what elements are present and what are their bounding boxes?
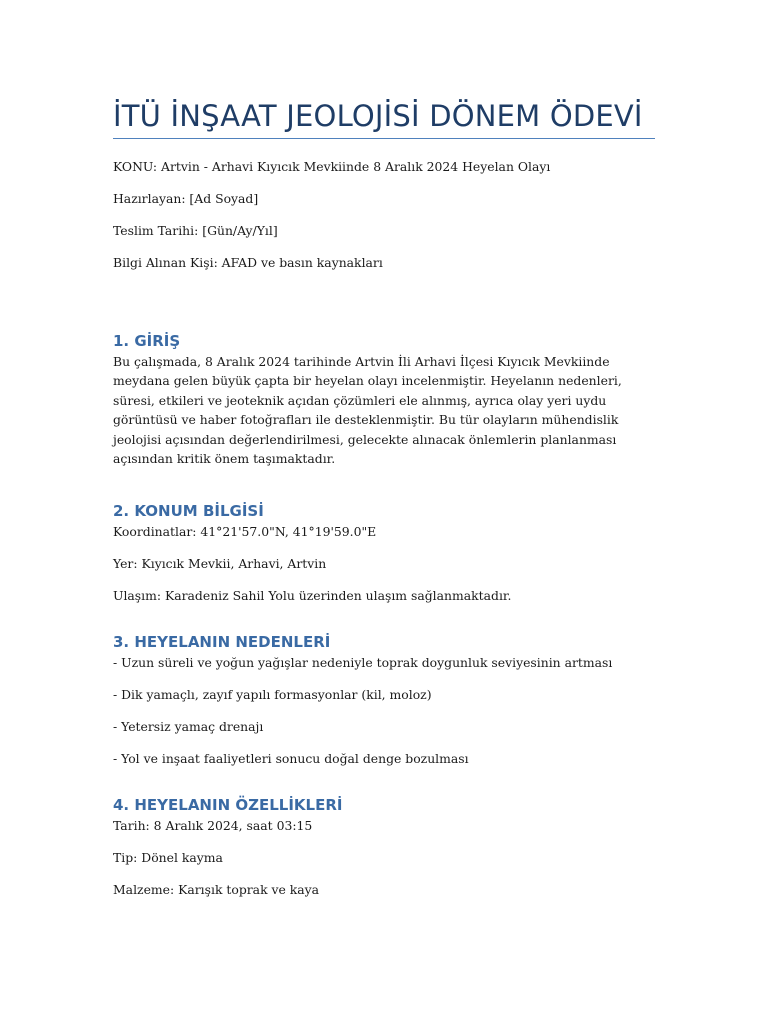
meta-author: Hazırlayan: [Ad Soyad]	[113, 191, 259, 206]
section-causes	[113, 631, 655, 768]
section-introduction	[113, 330, 655, 468]
section-heading: 4. HEYELANIN ÖZELLİKLERİ	[113, 796, 343, 815]
location-place: Yer: Kıyıcık Mevkii, Arhavi, Artvin	[113, 556, 327, 572]
cause-item: - Uzun süreli ve yoğun yağışlar nedeniyle toprak doygunluk seviyesinin artması	[113, 655, 613, 671]
meta-source: Bilgi Alınan Kişi: AFAD ve basın kaynakları	[113, 255, 383, 270]
location-access: Ulaşım: Karadeniz Sahil Yolu üzerinden ulaşım sağlanmaktadır.	[113, 588, 512, 604]
cause-item: - Yetersiz yamaç drenajı	[113, 719, 264, 735]
section-heading: 3. HEYELANIN NEDENLERİ	[113, 633, 331, 652]
meta-due-date: Teslim Tarihi: [Gün/Ay/Yıl]	[113, 223, 278, 238]
characteristic-type: Tip: Dönel kayma	[113, 850, 223, 866]
section-characteristics	[113, 794, 655, 899]
section-paragraph: Bu çalışmada, 8 Aralık 2024 tarihinde Artvin İli Arhavi İlçesi Kıyıcık Mevkiinde meydana gelen büyük çapta bir heyelan olayı incelenmiştir. Heyelanın nedenleri, süresi, etkileri ve jeoteknik açıdan çözümleri ele alınmış, ayrıca olay yeri uydu görüntüsü ve haber fotoğrafları ile desteklenmiştir. Bu tür olayların mühendislik jeolojisi açısından değerlendirilmesi, gelecekte alınacak önlemlerin planlanması açısından kritik önem taşımaktadır.	[113, 354, 622, 467]
characteristic-material: Malzeme: Karışık toprak ve kaya	[113, 882, 320, 898]
characteristic-date: Tarih: 8 Aralık 2024, saat 03:15	[113, 818, 313, 834]
document-meta	[113, 157, 655, 272]
section-location	[113, 500, 655, 605]
meta-topic: KONU: Artvin - Arhavi Kıyıcık Mevkiinde 8 Aralık 2024 Heyelan Olayı	[113, 159, 551, 174]
cause-item: - Dik yamaçlı, zayıf yapılı formasyonlar (kil, moloz)	[113, 687, 432, 703]
location-coordinates: Koordinatlar: 41°21'57.0"N, 41°19'59.0"E	[113, 524, 377, 540]
document-title: İTÜ İNŞAAT JEOLOJİSİ DÖNEM ÖDEVİ	[113, 99, 643, 133]
section-heading: 2. KONUM BİLGİSİ	[113, 502, 264, 521]
title-divider	[113, 138, 655, 139]
cause-item: - Yol ve inşaat faaliyetleri sonucu doğal denge bozulması	[113, 751, 469, 767]
section-heading: 1. GİRİŞ	[113, 332, 181, 350]
